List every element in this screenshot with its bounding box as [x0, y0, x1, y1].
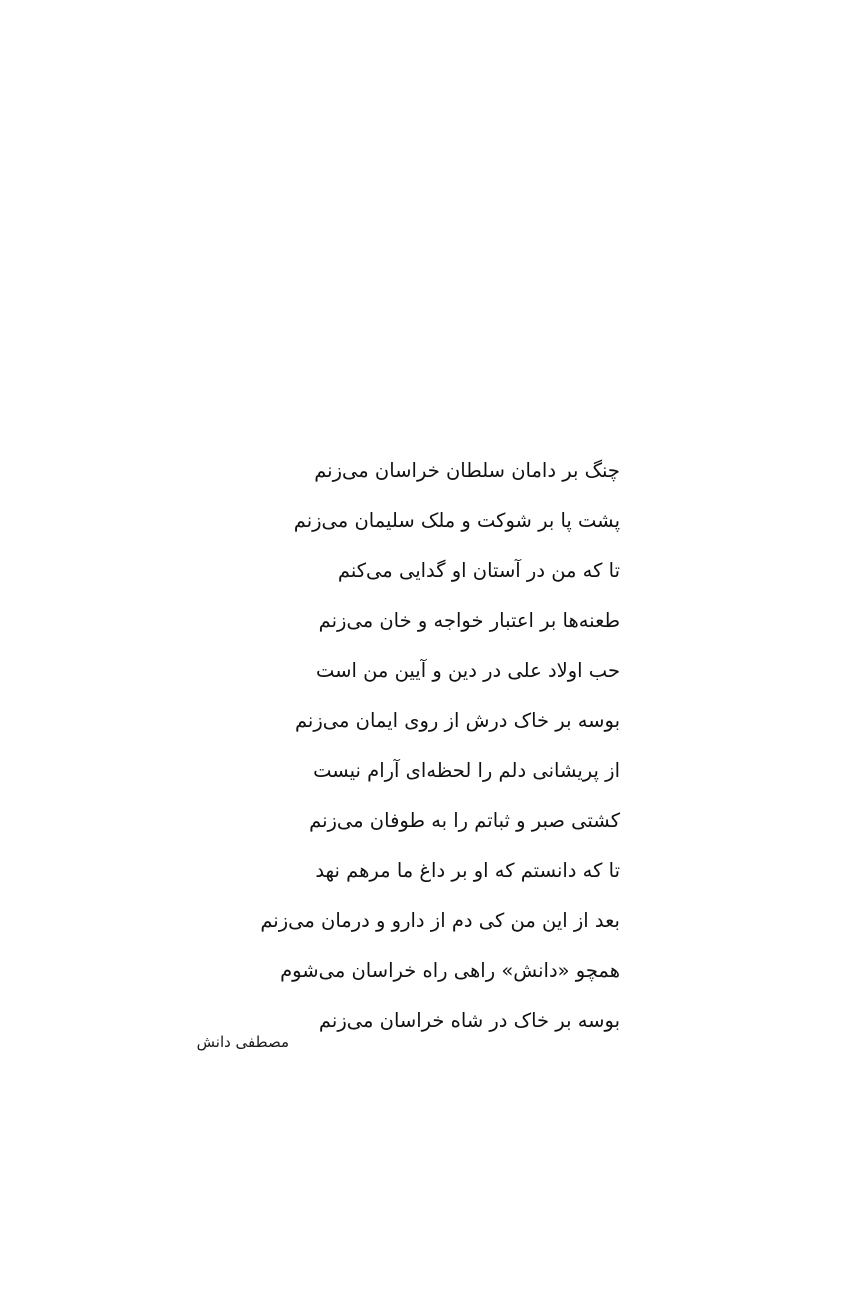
- poem-line: حب اولاد علی در دین و آیین من است: [315, 659, 620, 682]
- author-signature: مصطفی دانش: [196, 1033, 289, 1051]
- poem-line: بوسه بر خاک درش از روی ایمان می‌زنم: [294, 709, 620, 732]
- poem-line: پشت پا بر شوکت و ملک سلیمان می‌زنم: [293, 509, 620, 532]
- poem-line: همچو «دانش» راهی راه خراسان می‌شوم: [280, 959, 620, 982]
- poem-line: تا که دانستم که او بر داغ ما مرهم نهد: [315, 859, 620, 882]
- poem-line: بعد از این من کی دم از دارو و درمان می‌زنم: [260, 909, 620, 932]
- poem-line: چنگ بر دامان سلطان خراسان می‌زنم: [314, 459, 620, 482]
- poem-line: تا که من در آستان او گدایی می‌کنم: [337, 559, 620, 582]
- poem-line: از پریشانی دلم را لحظه‌ای آرام نیست: [313, 759, 620, 782]
- poem-body: [230, 446, 620, 1046]
- poem-line: بوسه بر خاک در شاه خراسان می‌زنم: [318, 1009, 620, 1032]
- poem-line: طعنه‌ها بر اعتبار خواجه و خان می‌زنم: [318, 609, 620, 632]
- poem-line: کشتی صبر و ثباتم را به طوفان می‌زنم: [309, 809, 620, 832]
